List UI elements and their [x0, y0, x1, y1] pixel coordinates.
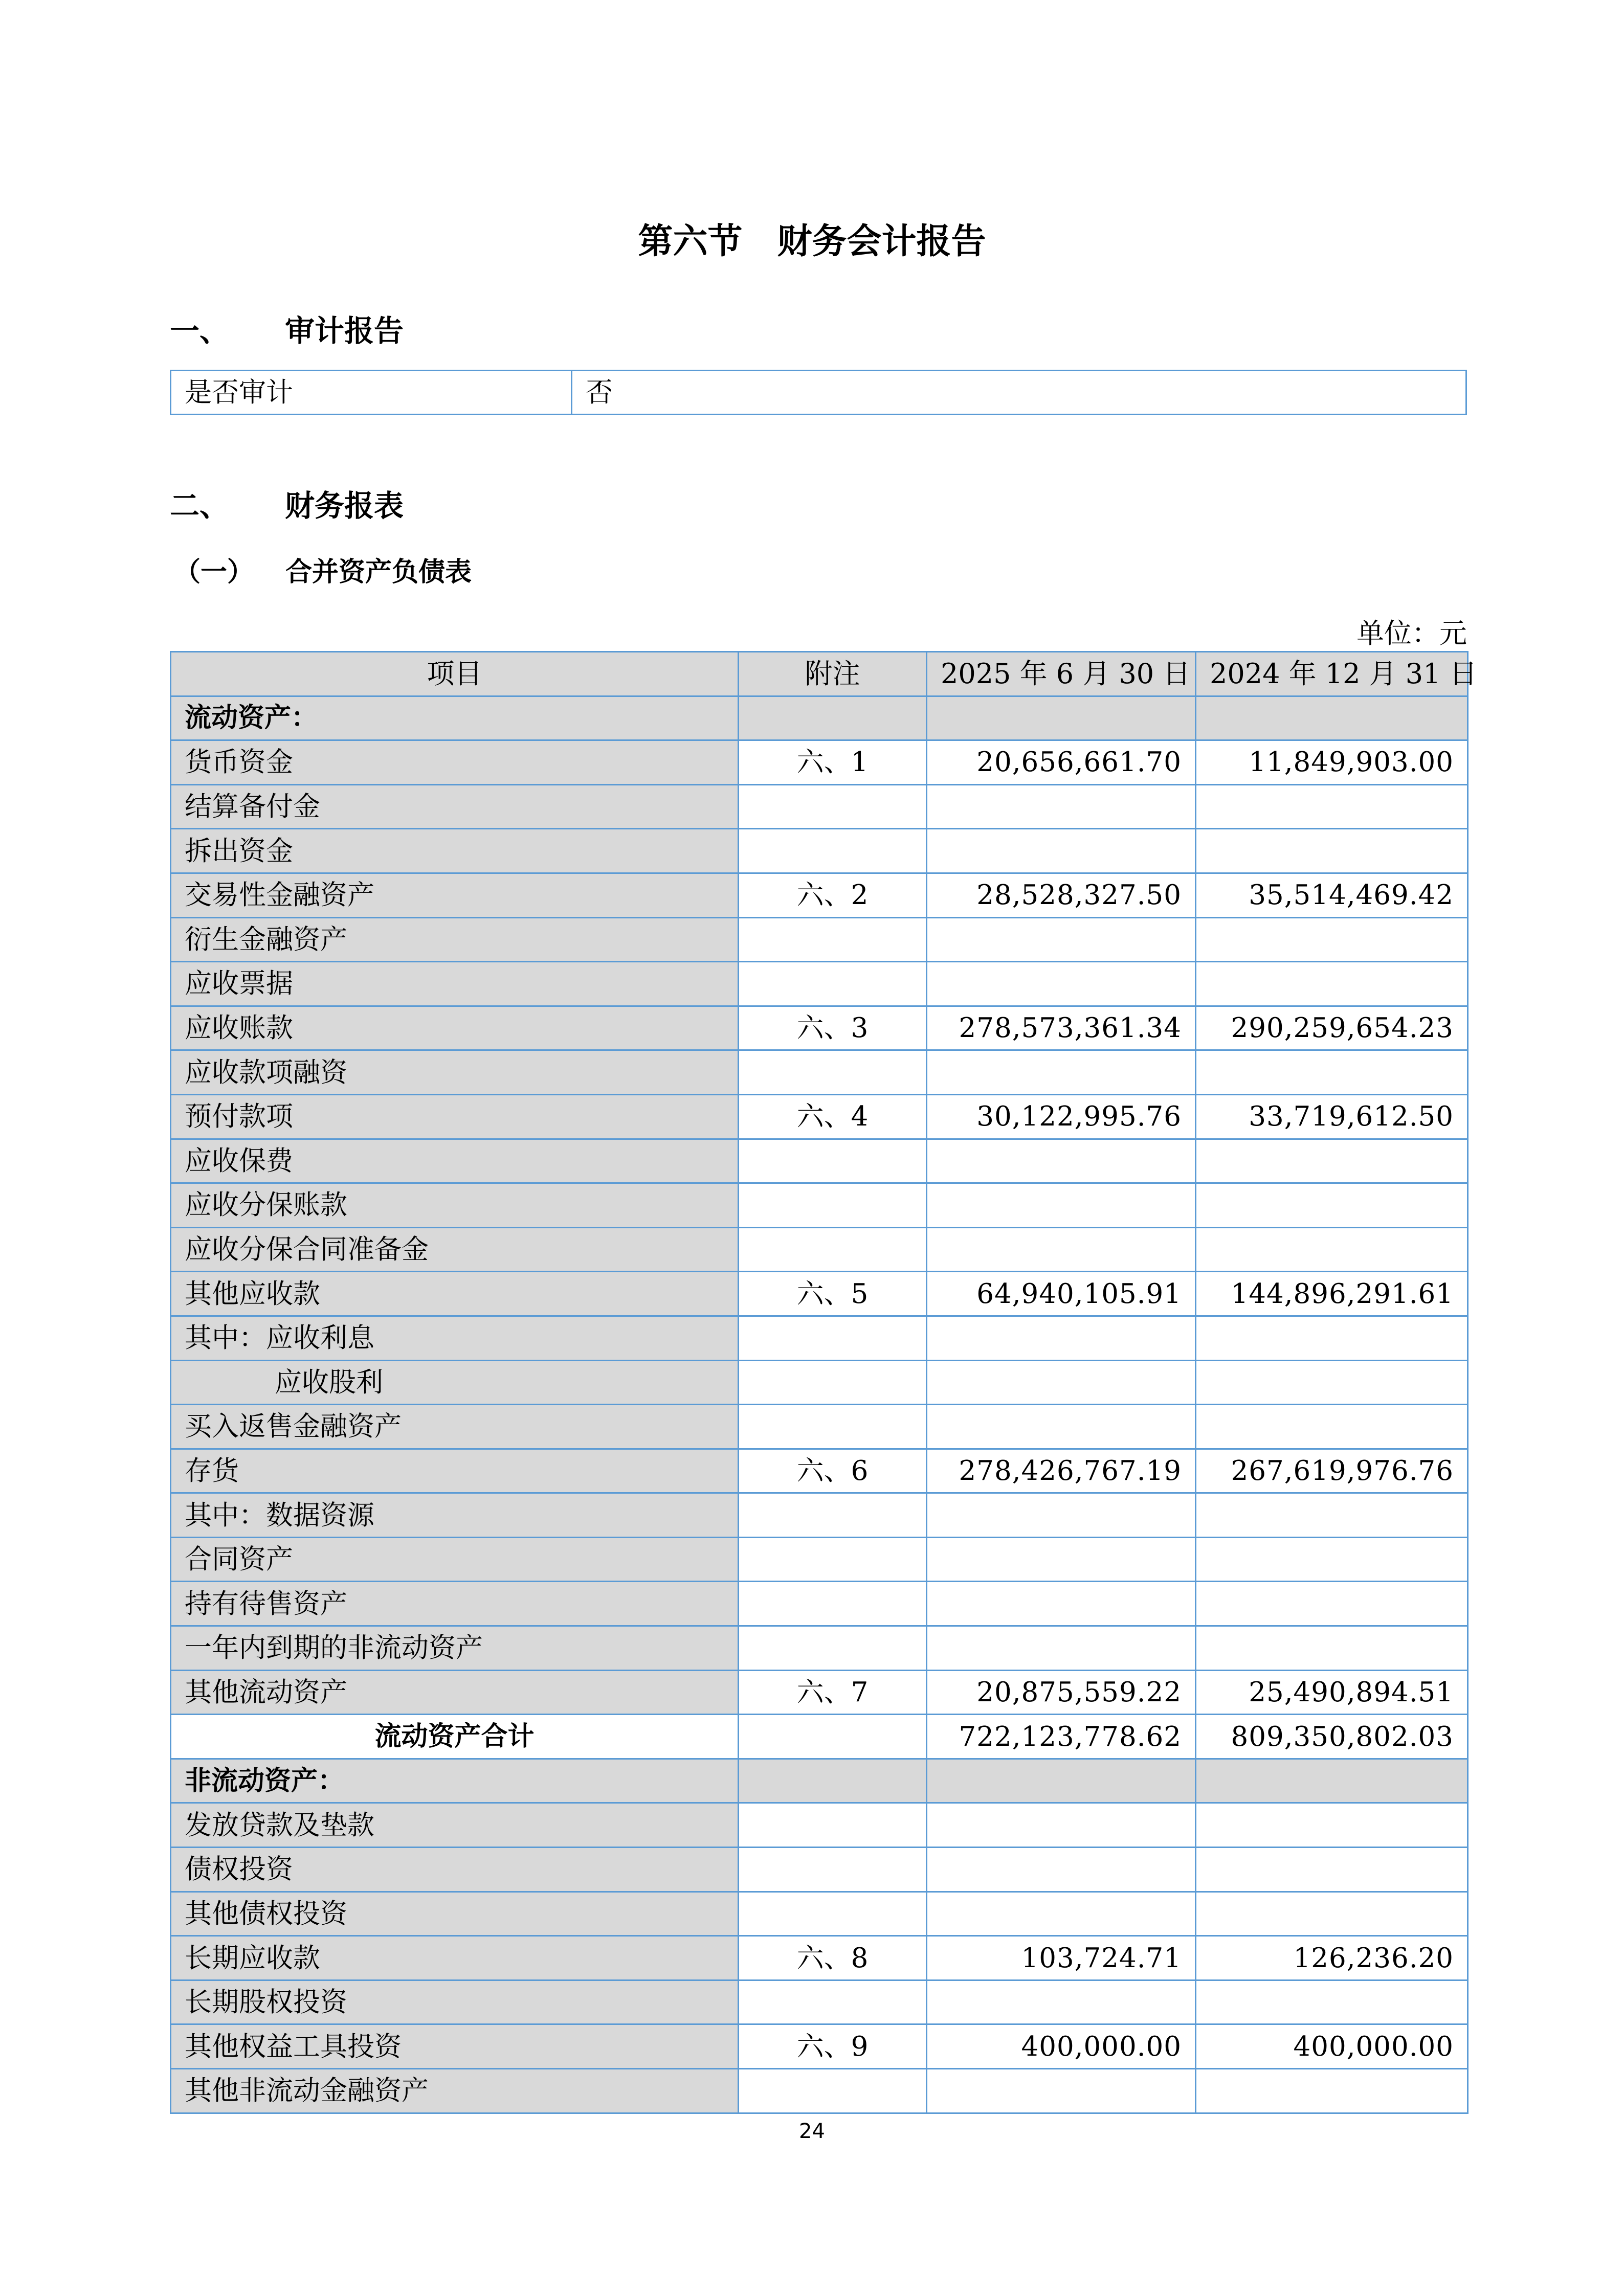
row-value-2024: [1196, 1360, 1468, 1405]
row-value-2025: [927, 1050, 1196, 1095]
row-value-2025: [927, 1980, 1196, 2024]
row-value-2025: [927, 1227, 1196, 1272]
table-row: [171, 1405, 1468, 1449]
row-note: [739, 917, 927, 962]
table-row: [171, 1892, 1468, 1936]
row-note: [739, 1360, 927, 1405]
row-item: 其中：数据资源: [171, 1493, 739, 1538]
row-value-2024: 25,490,894.51: [1196, 1670, 1468, 1715]
header-note: 附注: [739, 652, 927, 696]
table-header-row: [171, 652, 1468, 696]
header-2024: 2024 年 12 月 31 日: [1196, 652, 1468, 696]
row-note: 六、5: [739, 1272, 927, 1316]
row-item: 非流动资产：: [171, 1759, 739, 1803]
table-row: [171, 1759, 1468, 1803]
row-note: [739, 696, 927, 740]
row-value-2025: [927, 784, 1196, 829]
row-note: 六、1: [739, 740, 927, 785]
row-value-2024: [1196, 696, 1468, 740]
statements-heading-text: 财务报表: [285, 488, 404, 523]
row-value-2025: [927, 1537, 1196, 1582]
unit-label: 单位：元: [1356, 617, 1467, 649]
row-item: 应收款项融资: [171, 1050, 739, 1095]
row-item: 发放贷款及垫款: [171, 1803, 739, 1848]
table-row: [171, 2024, 1468, 2069]
header-item: 项目: [171, 652, 739, 696]
row-value-2025: [927, 829, 1196, 873]
row-value-2025: 722,123,778.62: [927, 1715, 1196, 1759]
row-value-2025: [927, 1493, 1196, 1538]
row-item: 应收票据: [171, 962, 739, 1006]
row-item: 一年内到期的非流动资产: [171, 1626, 739, 1671]
balance-sheet-heading-number: （一）: [174, 557, 254, 588]
row-value-2025: [927, 1183, 1196, 1228]
row-value-2024: [1196, 1316, 1468, 1360]
row-note: 六、6: [739, 1449, 927, 1493]
table-row: [171, 1936, 1468, 1980]
table-row: [171, 1980, 1468, 2024]
row-value-2025: [927, 1759, 1196, 1803]
row-value-2024: [1196, 1803, 1468, 1848]
row-note: [739, 1980, 927, 2024]
row-value-2024: [1196, 1139, 1468, 1183]
table-row: [171, 1715, 1468, 1759]
row-value-2025: [927, 1405, 1196, 1449]
row-value-2024: 11,849,903.00: [1196, 740, 1468, 785]
row-item: 应收账款: [171, 1006, 739, 1050]
row-value-2024: 35,514,469.42: [1196, 873, 1468, 917]
row-item: 流动资产合计: [171, 1715, 739, 1759]
row-item: 其他应收款: [171, 1272, 739, 1316]
table-row: [171, 1449, 1468, 1493]
table-row: [171, 784, 1468, 829]
balance-sheet-table: [170, 651, 1477, 2114]
row-value-2024: [1196, 1626, 1468, 1671]
row-item: 存货: [171, 1449, 739, 1493]
row-item: 应收保费: [171, 1139, 739, 1183]
table-row: [171, 1006, 1468, 1050]
table-row: [171, 873, 1468, 917]
row-item: 长期应收款: [171, 1936, 739, 1980]
row-item: 应收分保合同准备金: [171, 1227, 739, 1272]
row-value-2025: 20,875,559.22: [927, 1670, 1196, 1715]
row-note: [739, 2069, 927, 2113]
row-item: 应收分保账款: [171, 1183, 739, 1228]
row-value-2025: [927, 1626, 1196, 1671]
row-item: 货币资金: [171, 740, 739, 785]
row-value-2024: 126,236.20: [1196, 1936, 1468, 1980]
row-item: 买入返售金融资产: [171, 1405, 739, 1449]
row-note: [739, 829, 927, 873]
row-note: 六、3: [739, 1006, 927, 1050]
table-row: [171, 1316, 1468, 1360]
row-value-2024: [1196, 1582, 1468, 1626]
row-note: [739, 1139, 927, 1183]
row-value-2025: [927, 1803, 1196, 1848]
header-2025: 2025 年 6 月 30 日: [927, 652, 1196, 696]
table-row: [171, 1360, 1468, 1405]
row-value-2025: 103,724.71: [927, 1936, 1196, 1980]
section-title: 第六节 财务会计报告: [638, 221, 986, 262]
row-note: [739, 1405, 927, 1449]
row-value-2024: [1196, 1405, 1468, 1449]
row-value-2025: [927, 1582, 1196, 1626]
row-value-2025: 30,122,995.76: [927, 1094, 1196, 1139]
row-value-2024: 400,000.00: [1196, 2024, 1468, 2069]
row-value-2025: [927, 917, 1196, 962]
row-value-2024: [1196, 1980, 1468, 2024]
row-item: 长期股权投资: [171, 1980, 739, 2024]
row-note: [739, 1493, 927, 1538]
table-row: [171, 1626, 1468, 1671]
row-item: 其他流动资产: [171, 1670, 739, 1715]
row-value-2024: [1196, 1537, 1468, 1582]
table-row: [171, 2069, 1468, 2113]
table-row: [171, 1537, 1468, 1582]
row-item: 交易性金融资产: [171, 873, 739, 917]
table-row: [171, 917, 1468, 962]
row-value-2025: 20,656,661.70: [927, 740, 1196, 785]
table-row: [171, 829, 1468, 873]
table-row: [171, 696, 1468, 740]
balance-sheet-heading: [174, 550, 472, 589]
row-note: 六、2: [739, 873, 927, 917]
row-value-2024: [1196, 1848, 1468, 1892]
row-item: 其他债权投资: [171, 1892, 739, 1936]
statements-heading-number: 二、: [170, 488, 230, 523]
table-row: [171, 740, 1468, 785]
row-value-2024: [1196, 1892, 1468, 1936]
table-row: [171, 1139, 1468, 1183]
row-note: 六、8: [739, 1936, 927, 1980]
row-note: [739, 1050, 927, 1095]
row-value-2024: [1196, 1227, 1468, 1272]
row-note: [739, 1316, 927, 1360]
audit-label-cell: 是否审计: [171, 371, 572, 415]
table-row: [171, 1582, 1468, 1626]
table-row: [171, 1272, 1468, 1316]
row-value-2025: 64,940,105.91: [927, 1272, 1196, 1316]
row-value-2025: [927, 1892, 1196, 1936]
row-note: 六、9: [739, 2024, 927, 2069]
table-row: [171, 1183, 1468, 1228]
row-note: [739, 1537, 927, 1582]
row-value-2025: [927, 1139, 1196, 1183]
row-item: 持有待售资产: [171, 1582, 739, 1626]
row-item: 债权投资: [171, 1848, 739, 1892]
statements-heading: [170, 482, 404, 525]
row-note: [739, 784, 927, 829]
row-note: [739, 1803, 927, 1848]
row-item: 合同资产: [171, 1537, 739, 1582]
row-item: 其中：应收利息: [171, 1316, 739, 1360]
table-row: [171, 1227, 1468, 1272]
row-value-2025: [927, 696, 1196, 740]
audit-table: [170, 370, 1467, 415]
row-item: 拆出资金: [171, 829, 739, 873]
row-value-2025: 28,528,327.50: [927, 873, 1196, 917]
row-value-2024: 809,350,802.03: [1196, 1715, 1468, 1759]
row-item: 流动资产：: [171, 696, 739, 740]
row-note: [739, 1582, 927, 1626]
table-row: [171, 1670, 1468, 1715]
row-item: 其他非流动金融资产: [171, 2069, 739, 2113]
balance-sheet-heading-text: 合并资产负债表: [285, 557, 472, 588]
row-note: 六、4: [739, 1094, 927, 1139]
audit-heading-text: 审计报告: [285, 313, 404, 348]
row-note: [739, 1848, 927, 1892]
row-value-2024: [1196, 784, 1468, 829]
row-value-2024: 290,259,654.23: [1196, 1006, 1468, 1050]
audit-heading: [170, 307, 404, 350]
audit-value-cell: 否: [572, 371, 1466, 415]
row-item: 衍生金融资产: [171, 917, 739, 962]
table-row: [171, 1094, 1468, 1139]
row-value-2024: [1196, 2069, 1468, 2113]
row-value-2024: [1196, 829, 1468, 873]
row-value-2024: 144,896,291.61: [1196, 1272, 1468, 1316]
row-value-2025: 400,000.00: [927, 2024, 1196, 2069]
row-value-2024: [1196, 1183, 1468, 1228]
row-note: [739, 1759, 927, 1803]
table-row: [171, 1803, 1468, 1848]
row-value-2024: [1196, 917, 1468, 962]
row-note: 六、7: [739, 1670, 927, 1715]
row-value-2025: [927, 962, 1196, 1006]
row-item: 预付款项: [171, 1094, 739, 1139]
table-row: [171, 962, 1468, 1006]
row-item: 其他权益工具投资: [171, 2024, 739, 2069]
row-item: 结算备付金: [171, 784, 739, 829]
row-value-2024: 267,619,976.76: [1196, 1449, 1468, 1493]
row-value-2024: 33,719,612.50: [1196, 1094, 1468, 1139]
row-note: [739, 1892, 927, 1936]
table-row: [171, 1493, 1468, 1538]
audit-heading-number: 一、: [170, 313, 230, 348]
row-note: [739, 1626, 927, 1671]
row-value-2024: [1196, 962, 1468, 1006]
row-value-2025: 278,573,361.34: [927, 1006, 1196, 1050]
row-value-2025: [927, 1316, 1196, 1360]
row-value-2024: [1196, 1759, 1468, 1803]
audit-row: [171, 371, 1466, 415]
row-value-2025: 278,426,767.19: [927, 1449, 1196, 1493]
page-number: 24: [799, 2120, 825, 2143]
row-note: [739, 962, 927, 1006]
row-value-2024: [1196, 1493, 1468, 1538]
table-row: [171, 1050, 1468, 1095]
row-note: [739, 1715, 927, 1759]
row-value-2024: [1196, 1050, 1468, 1095]
row-note: [739, 1227, 927, 1272]
row-value-2025: [927, 2069, 1196, 2113]
row-value-2025: [927, 1848, 1196, 1892]
table-row: [171, 1848, 1468, 1892]
row-note: [739, 1183, 927, 1228]
row-item: 应收股利: [171, 1360, 739, 1405]
row-value-2025: [927, 1360, 1196, 1405]
